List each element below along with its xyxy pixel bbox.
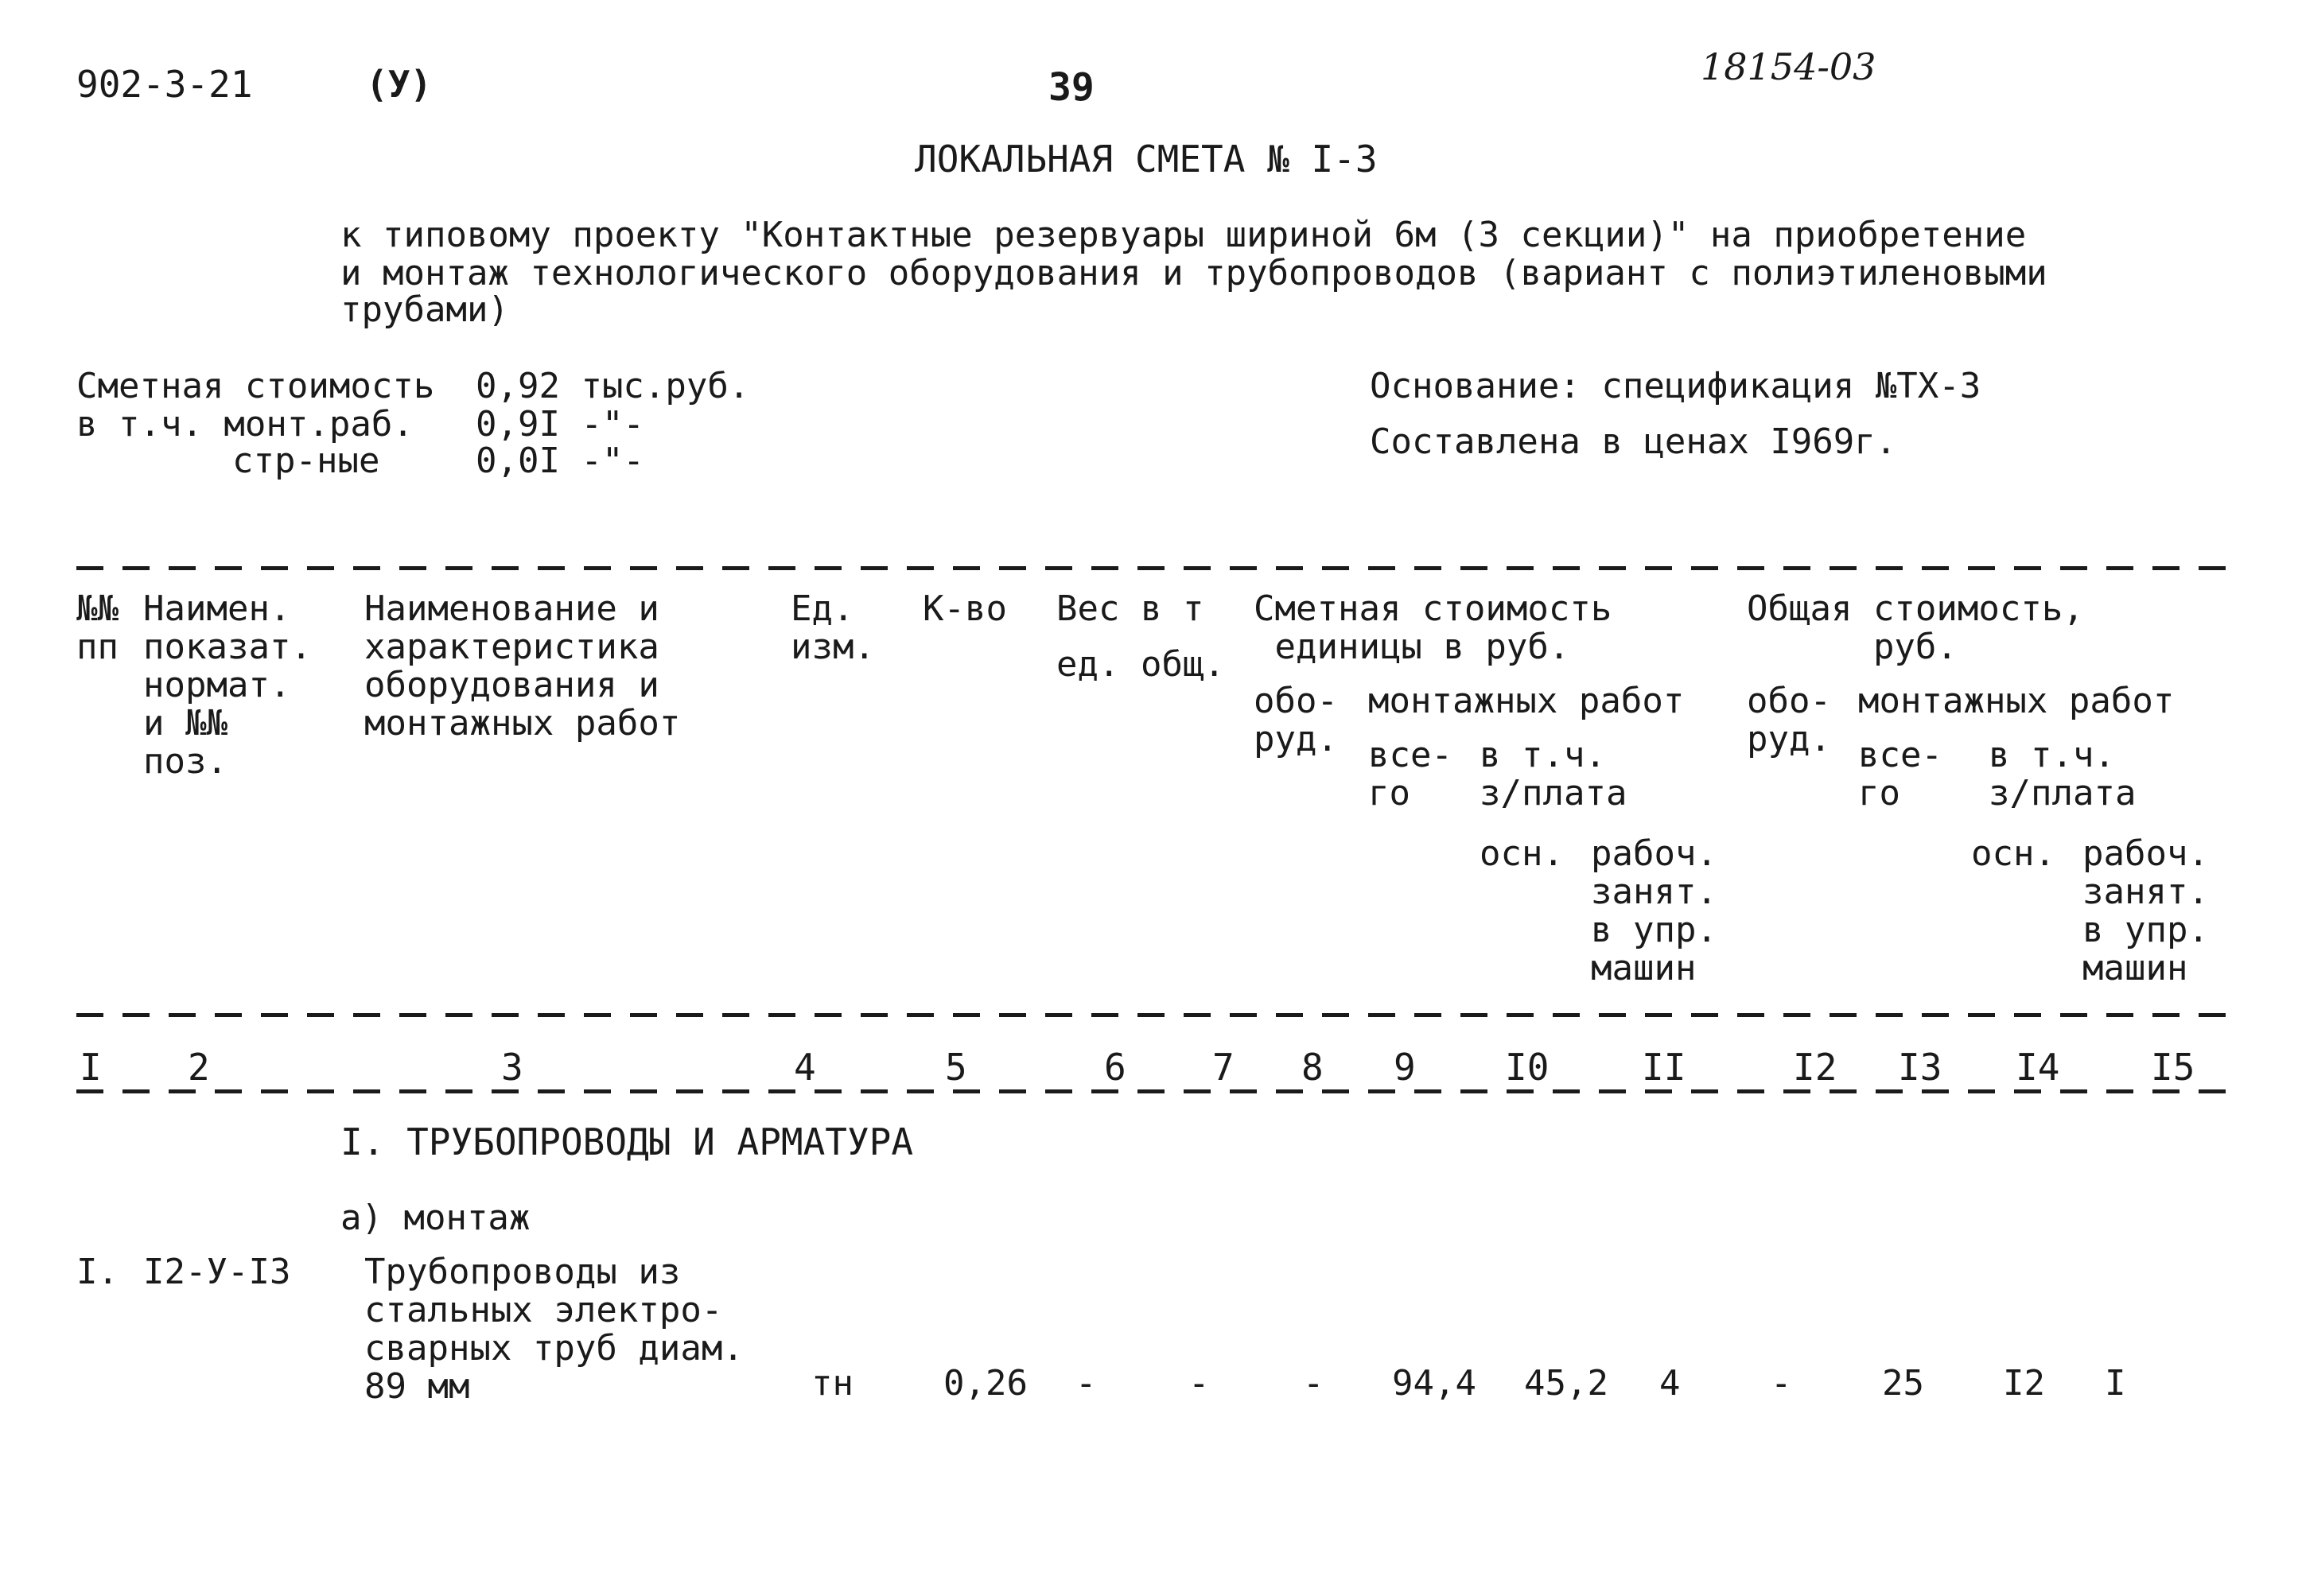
estimated-cost-label: Сметная стоимость [76, 366, 435, 406]
row-total-wage-machine: I [2105, 1363, 2126, 1404]
installation-cost-label: в т.ч. монт.раб. [76, 404, 414, 445]
subtitle-line-1: к типовому проекту "Контактные резервуары шириной 6м (3 секции)" на приобретение [340, 215, 2027, 255]
page-title: ЛОКАЛЬНАЯ СМЕТА № I-3 [915, 138, 1378, 181]
header-total-cost: Общая стоимость, руб. [1747, 588, 2084, 667]
header-total-wage-basic: осн. [1971, 833, 2055, 874]
basis-specification: Основание: спецификация №ТХ-3 [1370, 366, 1981, 406]
row-unit-equipment: - [1303, 1363, 1324, 1404]
column-number-11: II [1639, 1048, 1689, 1086]
header-unit-wage-machine: рабоч. занят. в упр. машин [1591, 833, 1717, 988]
row-unit-wage-basic: 45,2 [1524, 1363, 1608, 1404]
column-number-9: 9 [1390, 1048, 1419, 1086]
column-number-3: 3 [498, 1048, 527, 1086]
row-total-equipment: - [1771, 1363, 1792, 1404]
header-col-description: Наименование и характеристика оборудования и монтажных работ [364, 588, 681, 744]
column-number-10: I0 [1502, 1048, 1552, 1086]
row-weight-total: - [1188, 1363, 1210, 1404]
construction-cost-label: стр-ные [232, 441, 380, 481]
column-number-12: I2 [1790, 1048, 1840, 1086]
handwritten-stamp-number: 18154-03 [1701, 45, 1876, 88]
header-col-weight: Вес в т [1056, 588, 1204, 629]
header-total-wage: в т.ч. з/плата [1989, 735, 2137, 814]
row-unit: тн [811, 1363, 854, 1404]
column-number-rule [76, 1089, 2240, 1093]
row-total-wage-basic: I2 [2003, 1363, 2045, 1404]
row-description: Трубопроводы из стальных электро- сварных труб диам. 89 мм [364, 1252, 744, 1407]
header-col-number: №№ пп [76, 588, 119, 667]
column-number-7: 7 [1209, 1048, 1238, 1086]
row-norm-code: I2-У-I3 [143, 1252, 291, 1292]
column-number-1: I [76, 1048, 105, 1086]
header-col-weight-sub: ед. общ. [1056, 644, 1225, 685]
row-unit-total: 94,4 [1392, 1363, 1476, 1404]
estimated-cost-value: 0,92 тыс.руб. [476, 366, 750, 406]
row-unit-wage-machine: 4 [1659, 1363, 1681, 1404]
construction-cost-value: 0,0I -"- [476, 441, 644, 481]
header-col-quantity: К-во [923, 588, 1007, 629]
header-col-norm: Наимен. показат. нормат. и №№ поз. [143, 588, 312, 782]
column-number-15: I5 [2148, 1048, 2198, 1086]
column-number-13: I3 [1895, 1048, 1945, 1086]
installation-cost-value: 0,9I -"- [476, 404, 644, 445]
header-total-total: все- го [1858, 735, 1942, 814]
header-unit-total: все- го [1368, 735, 1452, 814]
header-total-equipment: обо- руд. [1747, 681, 1831, 759]
basis-prices: Составлена в ценах I969г. [1370, 421, 1897, 462]
header-unit-wage: в т.ч. з/плата [1480, 735, 1627, 814]
header-total-wage-machine: рабоч. занят. в упр. машин [2082, 833, 2209, 988]
table-header-rule [76, 1013, 2240, 1017]
subsection-title: а) монтаж [340, 1198, 531, 1238]
column-number-8: 8 [1298, 1048, 1327, 1086]
header-unit-installation: монтажных работ [1368, 681, 1685, 721]
page-number: 39 [1048, 65, 1095, 110]
subtitle-line-2: и монтаж технологического оборудования и трубопроводов (вариант с полиэтиленовыми [340, 253, 2047, 293]
column-number-2: 2 [185, 1048, 213, 1086]
header-unit-wage-basic: осн. [1480, 833, 1564, 874]
subtitle-line-3: трубами) [340, 289, 509, 330]
column-number-4: 4 [791, 1048, 819, 1086]
row-number: I. [76, 1252, 119, 1292]
row-quantity: 0,26 [943, 1363, 1028, 1404]
column-number-6: 6 [1101, 1048, 1130, 1086]
doc-code: 902-3-21 [76, 63, 253, 106]
column-number-14: I4 [2012, 1048, 2063, 1086]
header-col-unit: Ед. изм. [791, 588, 875, 667]
variant-label: (У) [366, 63, 433, 106]
section-title: I. ТРУБОПРОВОДЫ И АРМАТУРА [340, 1120, 914, 1163]
table-top-rule [76, 566, 2240, 570]
row-total-all: 25 [1882, 1363, 1924, 1404]
row-weight-unit: - [1075, 1363, 1097, 1404]
header-total-installation: монтажных работ [1858, 681, 2175, 721]
header-unit-cost: Сметная стоимость единицы в руб. [1254, 588, 1612, 667]
column-number-5: 5 [942, 1048, 970, 1086]
header-unit-equipment: обо- руд. [1254, 681, 1338, 759]
